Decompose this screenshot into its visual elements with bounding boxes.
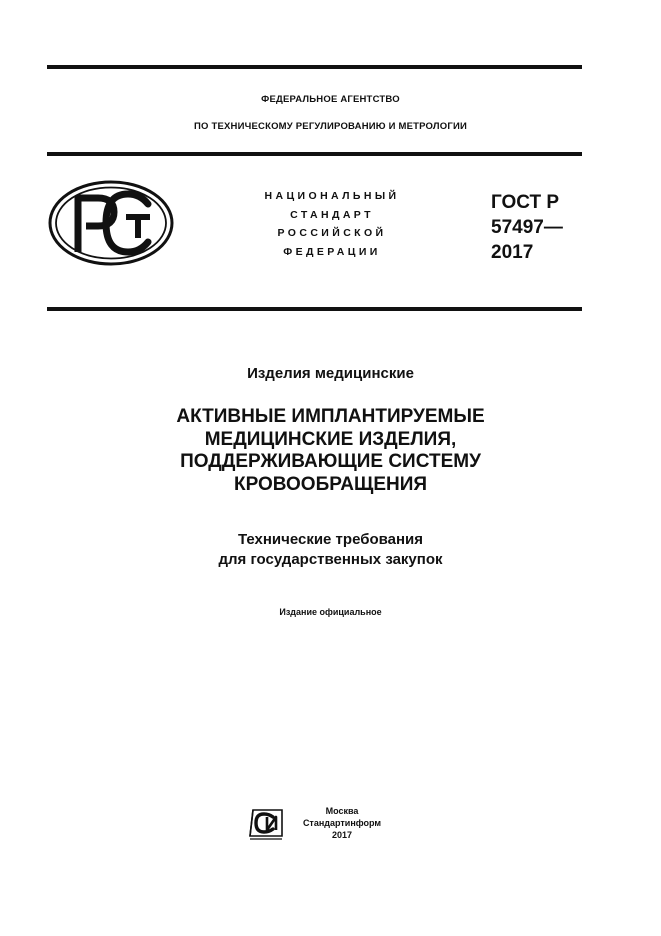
- publisher-info: [292, 805, 392, 841]
- title-main-line-4: КРОВООБРАЩЕНИЯ: [233, 473, 428, 495]
- agency-line-2: ПО ТЕХНИЧЕСКОМУ РЕГУЛИРОВАНИЮ И МЕТРОЛОГИИ: [194, 121, 467, 132]
- title-main-line-1: АКТИВНЫЕ ИМПЛАНТИРУЕМЫЕ: [176, 406, 485, 427]
- top-rule: [47, 65, 582, 69]
- designation-line-3: 2017: [491, 242, 534, 263]
- standard-type-line-4: ФЕДЕРАЦИИ: [283, 245, 381, 258]
- publisher-year: 2017: [331, 830, 353, 840]
- standard-type-line-2: СТАНДАРТ: [290, 208, 374, 221]
- standard-type-line-3: РОССИЙСКОЙ: [277, 227, 387, 239]
- title-rule: [47, 307, 582, 311]
- title-sub: [0, 530, 661, 570]
- title-group: Изделия медицинские: [247, 365, 414, 382]
- edition-label: Издание официальное: [279, 607, 382, 617]
- designation-line-2: 57497—: [491, 217, 563, 238]
- standard-type-line-1: НАЦИОНАЛЬНЫЙ: [264, 190, 400, 202]
- title-main: [0, 406, 661, 496]
- header-rule: [47, 152, 582, 156]
- rst-logo-icon: [48, 180, 174, 266]
- title-main-line-3: ПОДДЕРЖИВАЮЩИЕ СИСТЕМУ: [180, 451, 481, 472]
- standard-type: [232, 187, 432, 261]
- designation-line-1: ГОСТ Р: [491, 192, 560, 213]
- standartinform-logo-icon: [247, 806, 285, 840]
- title-main-line-2: МЕДИЦИНСКИЕ ИЗДЕЛИЯ,: [204, 428, 457, 450]
- publisher-city: Москва: [325, 806, 359, 816]
- title-sub-line-1: Технические требования: [237, 531, 424, 548]
- title-sub-line-2: для государственных закупок: [218, 551, 443, 568]
- standard-designation: [491, 190, 563, 265]
- agency-line-1: ФЕДЕРАЛЬНОЕ АГЕНТСТВО: [261, 94, 400, 105]
- publisher-name: Стандартинформ: [302, 818, 382, 828]
